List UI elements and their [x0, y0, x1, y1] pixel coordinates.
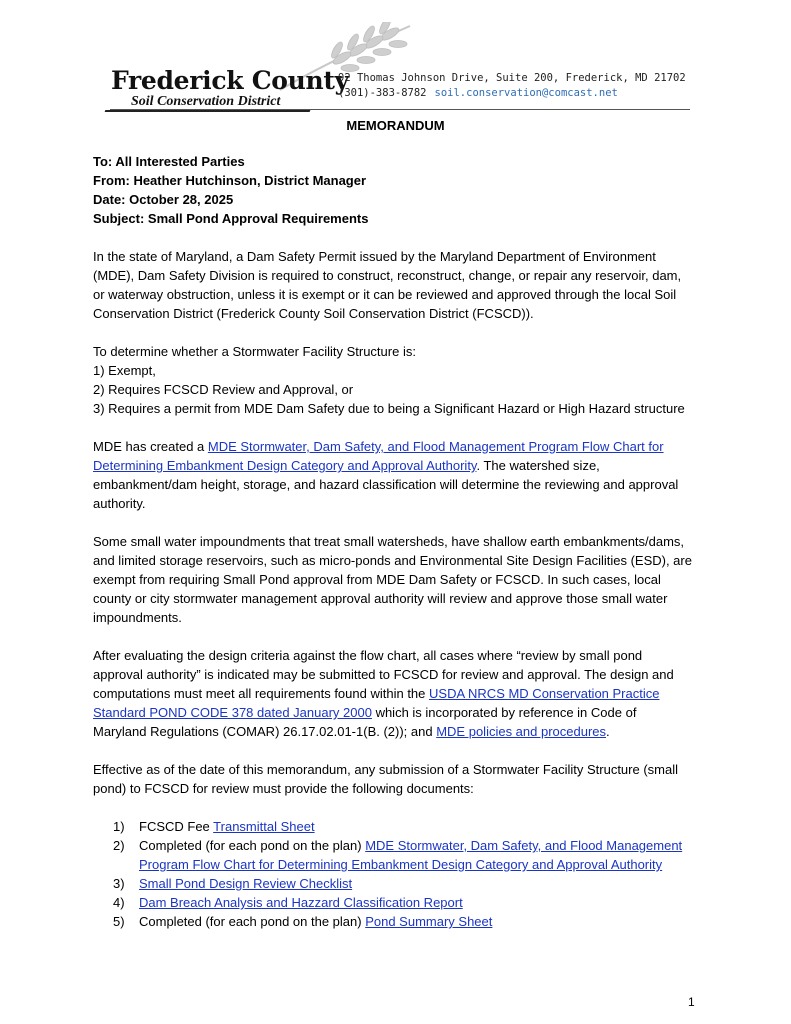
list-item-text: Completed (for each pond on the plan) [139, 914, 366, 929]
dam-breach-report-link[interactable]: Dam Breach Analysis and Hazzard Classification Report [139, 895, 463, 910]
design-text-middle: which is incorporated by reference in Code of Maryland Regulations (COMAR) 26.17.02.01-1(B. (2)); and [93, 705, 637, 739]
transmittal-sheet-link[interactable]: Transmittal Sheet [213, 819, 315, 834]
memo-to: To: All Interested Parties [93, 154, 245, 169]
determine-item-1: 1) Exempt, [93, 363, 156, 378]
list-item [93, 893, 693, 912]
paragraph-dam-safety-permit: In the state of Maryland, a Dam Safety Permit issued by the Maryland Department of Environment (MDE), Dam Safety Division is required to construct, reconstruct, change, or repair any reservoir, dam, or waterway obstruction, unless it is exempt or it can be reviewed and approved through the local Soil Conservation District (Frederick County Soil Conservation District (FCSCD)). [93, 249, 682, 321]
page-number: 1 [688, 995, 695, 1009]
paragraph-exempt-impoundments: Some small water impoundments that treat small watersheds, have shallow earth embankments/dams, and limited storage reservoirs, such as micro-ponds and Environmental Site Design Facilities (ESD), are exempt from requiring Small Pond approval from MDE Dam Safety or FCSCD. In such cases, local county or city stormwater management approval authority will review and approve those small water impoundments. [93, 534, 692, 625]
org-name: Frederick County [111, 66, 349, 95]
paragraph-determine-structure [93, 342, 693, 418]
memo-from: From: Heather Hutchinson, District Manager [93, 173, 367, 188]
memo-title: MEMORANDUM [346, 118, 445, 133]
determine-intro: To determine whether a Stormwater Facility Structure is: [93, 344, 416, 359]
flow-chart-text-after: . The watershed size, embankment/dam height, storage, and hazard classification will determine the reviewing and approval authority. [93, 458, 679, 511]
paragraph-design-criteria [93, 646, 693, 741]
list-item-text: FCSCD Fee [139, 819, 214, 834]
memo-content [93, 152, 693, 931]
letterhead [105, 22, 690, 112]
list-item-text: Completed (for each pond on the plan) [139, 838, 366, 853]
design-text-after: . [606, 724, 610, 739]
flow-chart-text-before: MDE has created a [93, 439, 208, 454]
list-item-number: 1) [113, 819, 125, 834]
design-text-before: After evaluating the design criteria against the flow chart, all cases where “review by small pond approval authority” is indicated may be submitted to FCSCD for review and approval. The design and computations must meet all requirements found within the [93, 648, 674, 701]
org-email[interactable]: soil.conservation@comcast.net [434, 87, 618, 99]
design-review-checklist-link[interactable]: Small Pond Design Review Checklist [139, 876, 353, 891]
flow-chart-link[interactable]: MDE Stormwater, Dam Safety, and Flood Management Program Flow Chart for Determining Embankment Design Category and Approval Authority [93, 439, 664, 473]
required-documents-list [93, 817, 693, 931]
org-phone: (301)-383-8782 [338, 87, 427, 99]
pond-summary-sheet-link[interactable]: Pond Summary Sheet [365, 914, 493, 929]
flow-chart-document-link[interactable]: MDE Stormwater, Dam Safety, and Flood Management Program Flow Chart for Determining Embankment Design Category and Approval Authority [139, 838, 683, 872]
org-subtitle: Soil Conservation District [131, 94, 281, 109]
org-address: 92 Thomas Johnson Drive, Suite 200, Frederick, MD 21702 [338, 72, 686, 84]
list-item-number: 5) [113, 914, 125, 929]
list-item [93, 836, 693, 874]
list-item [93, 817, 693, 836]
list-item-number: 2) [113, 838, 125, 853]
memo-date: Date: October 28, 2025 [93, 192, 234, 207]
determine-item-2: 2) Requires FCSCD Review and Approval, or [93, 382, 354, 397]
paragraph-submission-requirements: Effective as of the date of this memorandum, any submission of a Stormwater Facility Structure (small pond) to FCSCD for review must provide the following documents: [93, 762, 678, 796]
determine-item-3: 3) Requires a permit from MDE Dam Safety due to being a Significant Hazard or High Hazard structure [93, 401, 685, 416]
memo-header [93, 152, 693, 228]
memo-subject: Subject: Small Pond Approval Requirements [93, 211, 369, 226]
mde-policies-link[interactable]: MDE policies and procedures [436, 724, 607, 739]
header-divider [110, 109, 690, 110]
list-item-number: 4) [113, 895, 125, 910]
list-item [93, 912, 693, 931]
pond-code-378-link[interactable]: USDA NRCS MD Conservation Practice Standard POND CODE 378 dated January 2000 [93, 686, 660, 720]
paragraph-flow-chart [93, 437, 693, 513]
logo-underline [105, 110, 311, 112]
list-item-number: 3) [113, 876, 125, 891]
list-item [93, 874, 693, 893]
org-contact [338, 87, 618, 99]
